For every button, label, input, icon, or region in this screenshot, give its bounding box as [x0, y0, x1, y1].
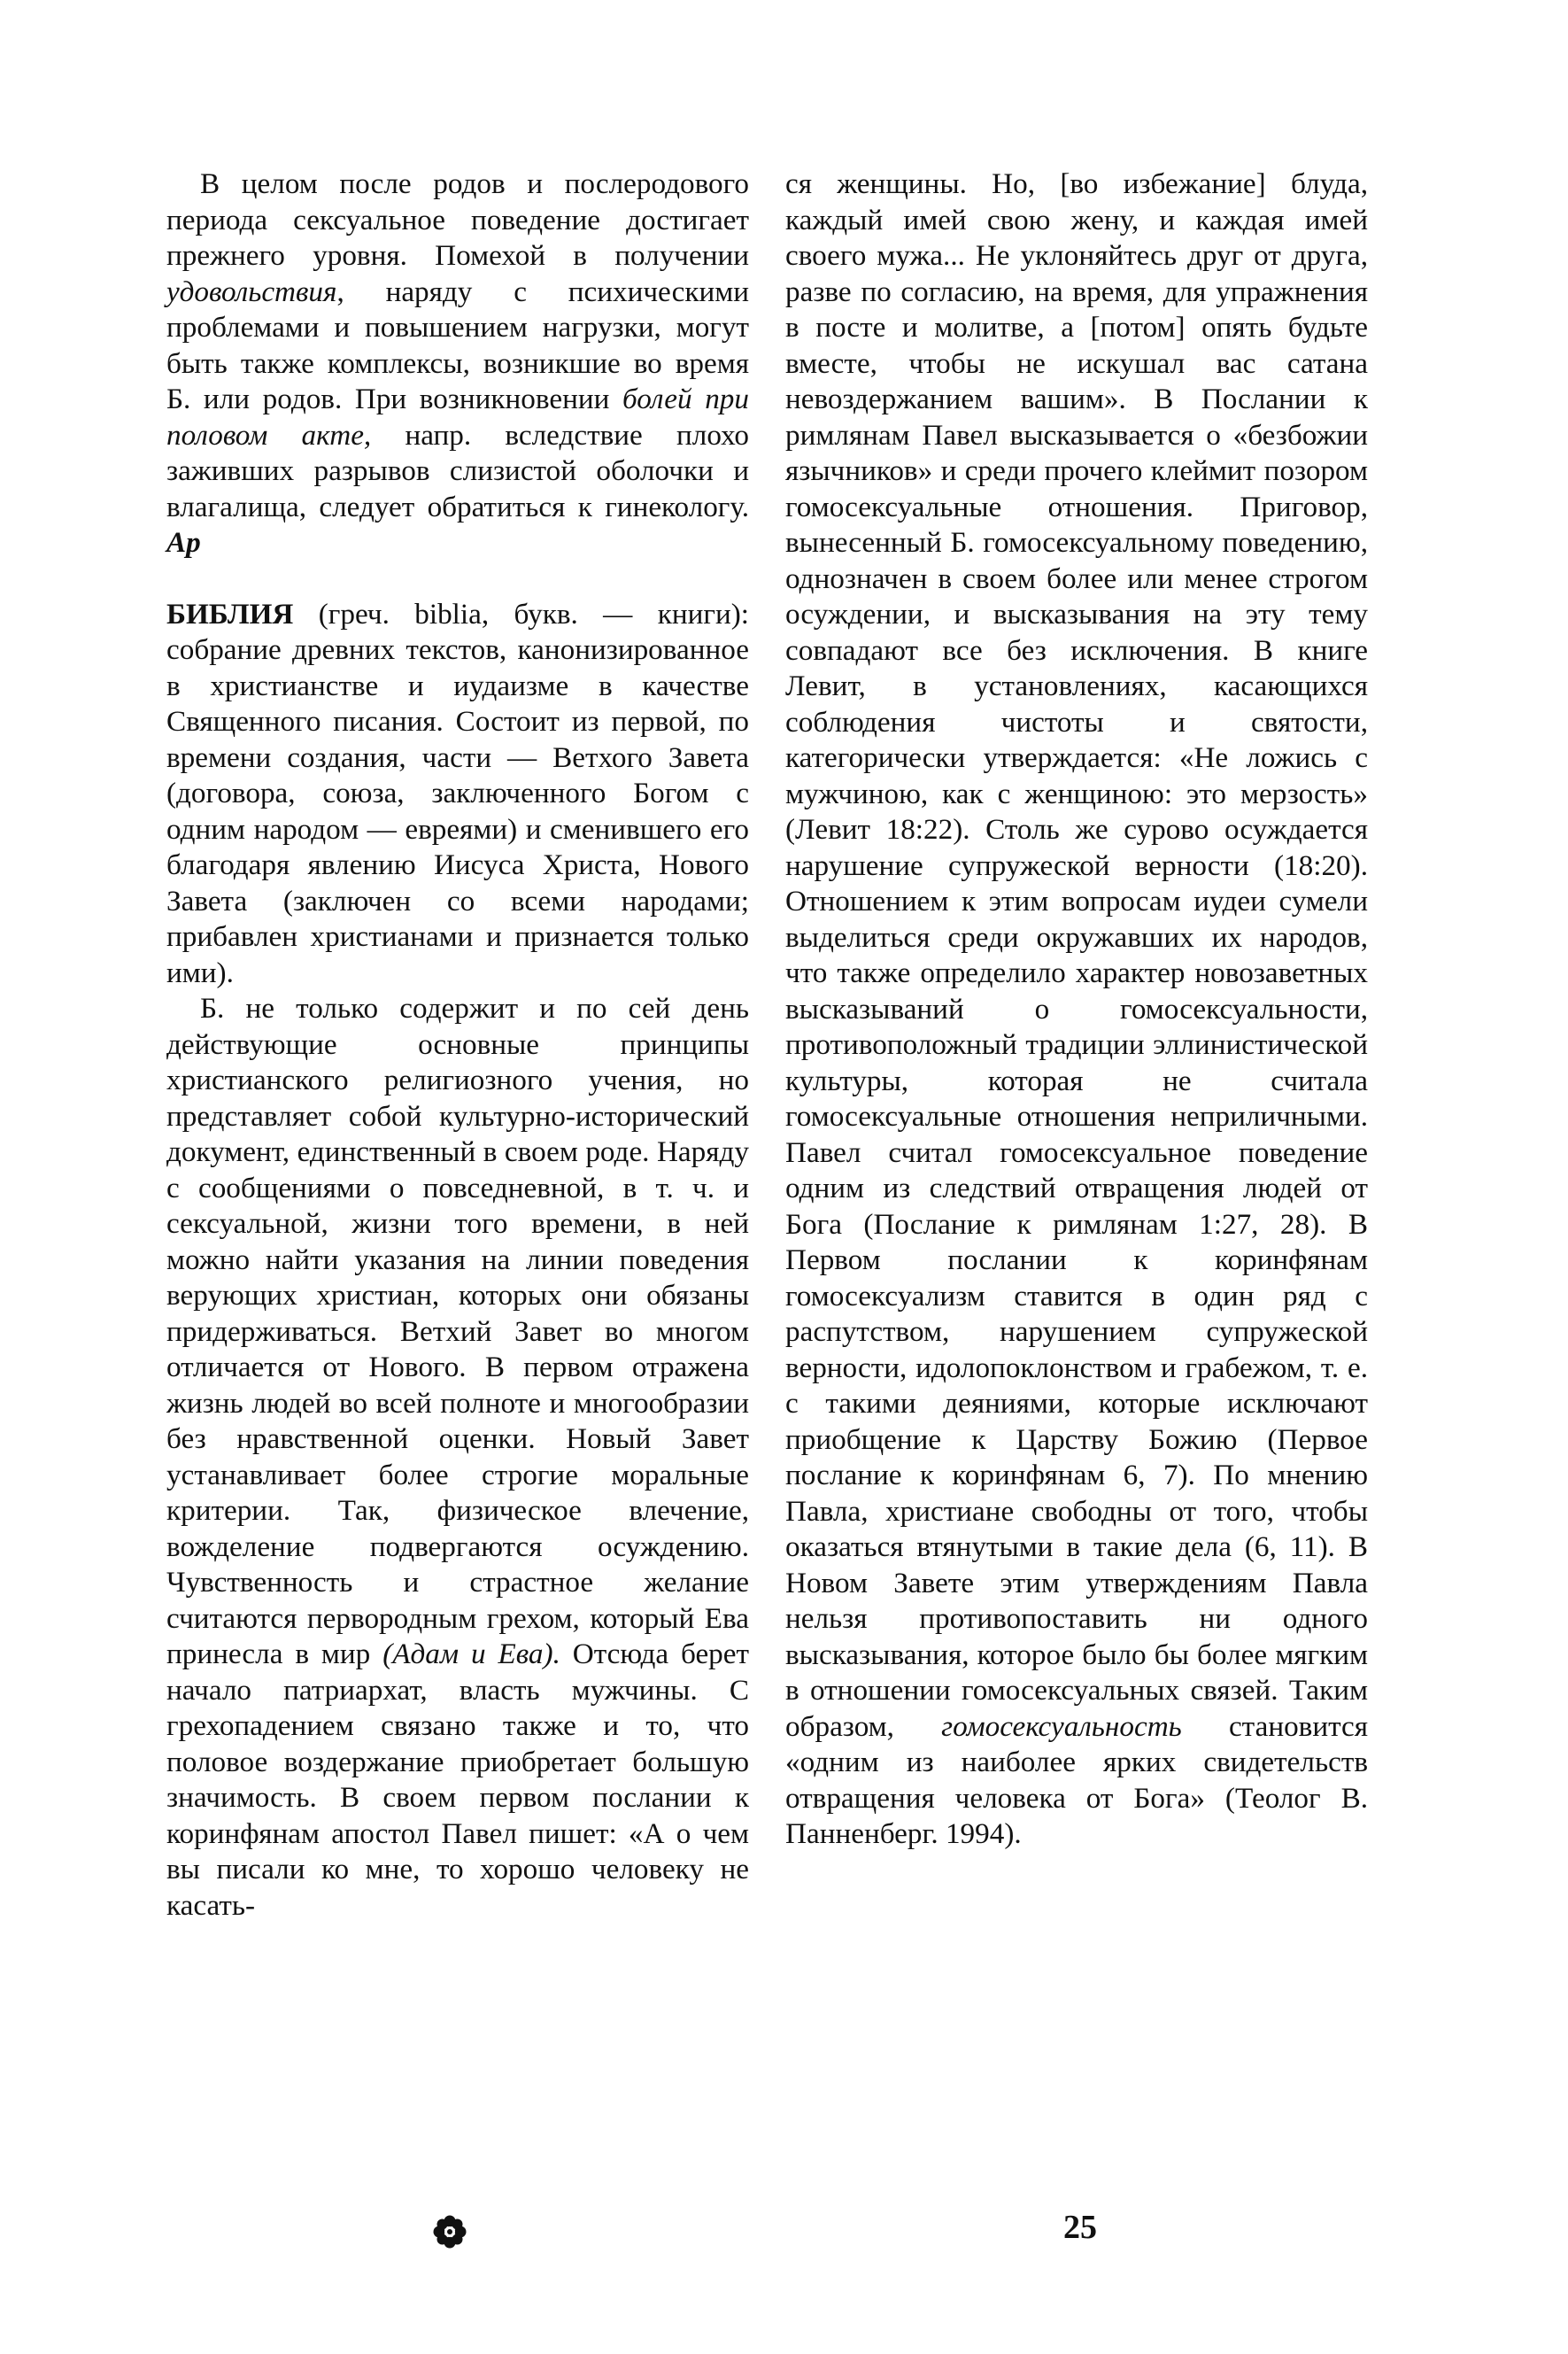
- text-run: Отсюда берет начало патриархат, власть мужчины. С грехопадением связано также и то, что половое воздержание приобретает большую значимость. В своем первом послании к коринфянам апостол Павел пишет: «А о чем вы писали ко мне, то хорошо человеку не касать-: [166, 1638, 750, 1922]
- cross-reference: (Адам и Ева).: [382, 1638, 560, 1670]
- entry-definition: (греч. biblia, букв. — книги): собрание древних текстов, канонизированное в христианстве и иудаизме в качестве Священного писания. Состоит из первой, по времени создания, части — Ветхого Завета (договора, союза, заключенного Богом с одним народом — евреями) и сменившего его благодаря явлению Иисуса Христа, Нового Завета (заключен со всеми народами; прибавлен христианами и признается только ими).: [166, 597, 749, 989]
- text-run: ся женщины. Но, [во избежание] блуда, каждый имей свою жену, и каждая имей своего мужа... Не уклоняйтесь друг от друга, разве по согласию, на время, для упражнения в посте и молитве, а [потом] опять будьте вместе, чтобы не искушал вас сатана невоздержанием вашим». В Послании к римлянам Павел высказывается о «безбожии язычников» и среди прочего клеймит позором гомосексуальные отношения. Приговор, вынесенный Б. гомосексуальному поведению, однозначен в своем более или менее строгом осуждении, и высказывания на эту тему совпадают все без исключения. В книге Левит, в установлениях, касающихся соблюдения чистоты и святости, категорически утверждается: «Не ложись с мужчиною, как с женщиною: это мерзость» (Левит 18:22). Столь же сурово осуждается нарушение супружеской верности (18:20). Отношением к этим вопросам иудеи сумели выделиться среди окружавших их народов, что также определило характер новозаветных высказываний о гомосексуальности, противоположный традиции эллинистической культуры, которая не считала гомосексуальные отношения неприличными. Павел считал гомосексуальное поведение одним из следствий отвращения людей от Бога (Послание к римлянам 1:27, 28). В Первом послании к коринфянам гомосексуализм ставится в один ряд с распутством, нарушением супружеской верности, идолопоклонством и грабежом, т. е. с такими деяниями, которые исключают приобщение к Царству Божию (Первое послание к коринфянам 6, 7). По мнению Павла, христиане свободны от того, чтобы оказаться втянутыми в такие дела (6, 11). В Новом Завете этим утверждениям Павла нельзя противопоставить ни одного высказывания, которое было бы более мягким в отношении гомосексуальных связей. Таким образом,: [785, 167, 1368, 1743]
- page-number: 25: [1063, 2209, 1097, 2246]
- text-run: В целом после родов и послеродового периода сексуальное поведение достигает прежнего уровня. Помехой в получении: [166, 167, 749, 272]
- cross-reference: удовольствия: [166, 275, 337, 308]
- text-run: , наряду с психическими проблемами и повышением нагрузки, могут быть также комплексы, возникшие во время Б. или родов. При возникновении: [166, 275, 749, 415]
- cross-reference: гомосексуальность: [941, 1709, 1182, 1743]
- entry-bible: [166, 597, 749, 992]
- flower-ornament-icon: [432, 2214, 467, 2249]
- right-column: [785, 166, 1368, 1853]
- paragraph-continuation: [785, 166, 1368, 1853]
- text-run: напр. вследствие плохо заживших разрывов слизистой оболочки и влагалища, следует обратиться к гинекологу.: [166, 418, 750, 523]
- author-initials: Ар: [166, 526, 201, 559]
- text-run: становится «одним из наиболее ярких свидетельств отвращения человека от Бога» (Теолог В. Панненберг. 1994).: [785, 1709, 1369, 1850]
- paragraph-postpartum: [166, 166, 749, 561]
- cross-reference: болей при половом акте,: [166, 383, 749, 452]
- left-column: [166, 166, 749, 1924]
- entry-headword: БИБЛИЯ: [166, 597, 294, 631]
- paragraph-bible-content: [166, 991, 749, 1924]
- text-run: Б. не только содержит и по сей день действующие основные принципы христианского религиозного учения, но представляет собой культурно-исторический документ, единственный в своем роде. Наряду с сообщениями о повседневной, в т. ч. и сексуальной, жизни того времени, в ней можно найти указания на линии поведения верующих христиан, которых они обязаны придерживаться. Ветхий Завет во многом отличается от Нового. В первом отражена жизнь людей во всей полноте и многообразии без нравственной оценки. Новый Завет устанавливает более строгие моральные критерии. Так, физическое влечение, вожделение подвергаются осуждению. Чувственность и страстное желание считаются первородным грехом, который Ева принесла в мир: [166, 992, 749, 1670]
